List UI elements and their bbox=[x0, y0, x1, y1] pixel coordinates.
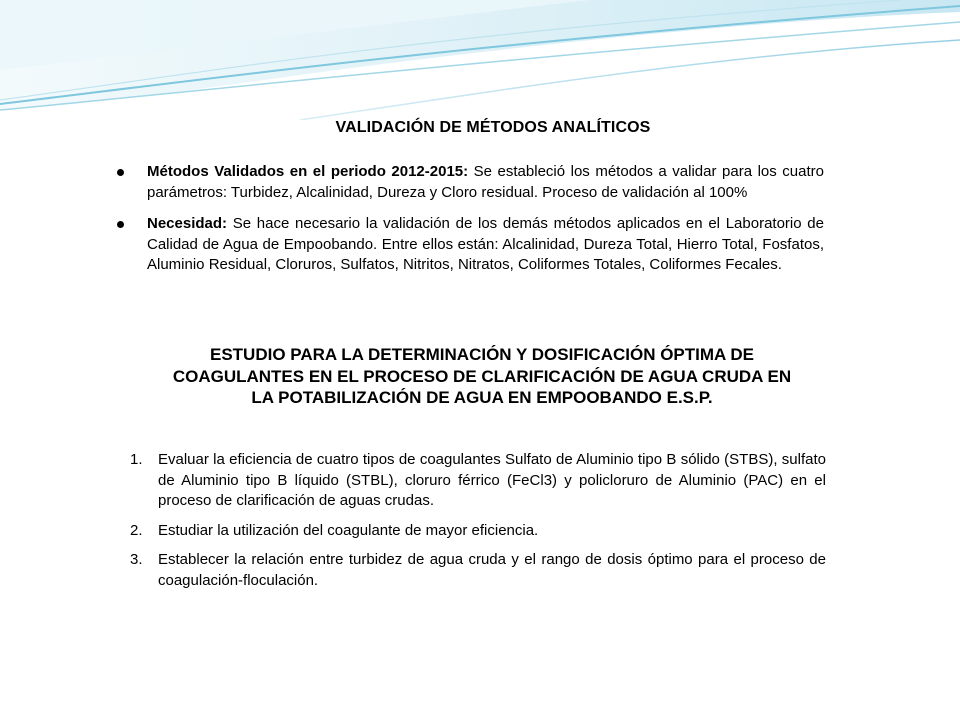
study-title bbox=[126, 344, 838, 409]
study-title-line: COAGULANTES EN EL PROCESO DE CLARIFICACIÓN DE AGUA CRUDA EN bbox=[172, 366, 792, 386]
slide-title: VALIDACIÓN DE MÉTODOS ANALÍTICOS bbox=[335, 119, 651, 136]
bullet-dot-icon bbox=[117, 221, 124, 228]
objective-text: Establecer la relación entre turbidez de agua cruda y el rango de dosis óptimo para el proceso de coagulación-floculación. bbox=[158, 551, 826, 589]
objective-text: Evaluar la eficiencia de cuatro tipos de coagulantes Sulfato de Aluminio tipo B sólido (STBS), sulfato de Aluminio tipo B líquido (STBL), cloruro férrico (FeCl3) y policloruro de Aluminio (PAC) en el proceso de clarificación de aguas crudas. bbox=[158, 451, 826, 509]
objective-number: 1. bbox=[130, 451, 143, 468]
bullet-lead: Necesidad: bbox=[147, 215, 228, 232]
study-title-line: LA POTABILIZACIÓN DE AGUA EN EMPOOBANDO E.S.P. bbox=[251, 388, 713, 407]
validation-bullet-list bbox=[117, 162, 824, 276]
bullet-item-necessity bbox=[117, 214, 824, 276]
study-title-line: ESTUDIO PARA LA DETERMINACIÓN Y DOSIFICACIÓN ÓPTIMA DE bbox=[209, 345, 755, 364]
bullet-item-validated-methods bbox=[117, 162, 824, 203]
bullet-dot-icon bbox=[117, 169, 124, 176]
bullet-text: Se hace necesario la validación de los demás métodos aplicados en el Laboratorio de Calidad de Agua de Empoobando. Entre ellos están: Alcalinidad, Dureza Total, Hierro Total, Fosfatos, Aluminio Residual, Cloruros, Sulfatos, Nitritos, Nitratos, Coliformes Totales, Coliformes Fecales. bbox=[147, 215, 824, 273]
objective-item bbox=[128, 521, 826, 542]
objective-item bbox=[128, 550, 826, 591]
objective-number: 3. bbox=[130, 551, 143, 568]
bullet-lead: Métodos Validados en el periodo 2012-2015: bbox=[147, 163, 469, 180]
bullet-text: Se estableció los métodos a validar para los cuatro parámetros: Turbidez, Alcalinidad, Dureza y Cloro residual. Proceso de validación al 100% bbox=[147, 163, 824, 201]
objectives-list bbox=[128, 450, 826, 591]
objective-number: 2. bbox=[130, 521, 143, 539]
objective-item bbox=[128, 450, 826, 512]
decorative-waves bbox=[0, 0, 960, 120]
objective-text: Estudiar la utilización del coagulante de mayor eficiencia. bbox=[158, 521, 539, 539]
